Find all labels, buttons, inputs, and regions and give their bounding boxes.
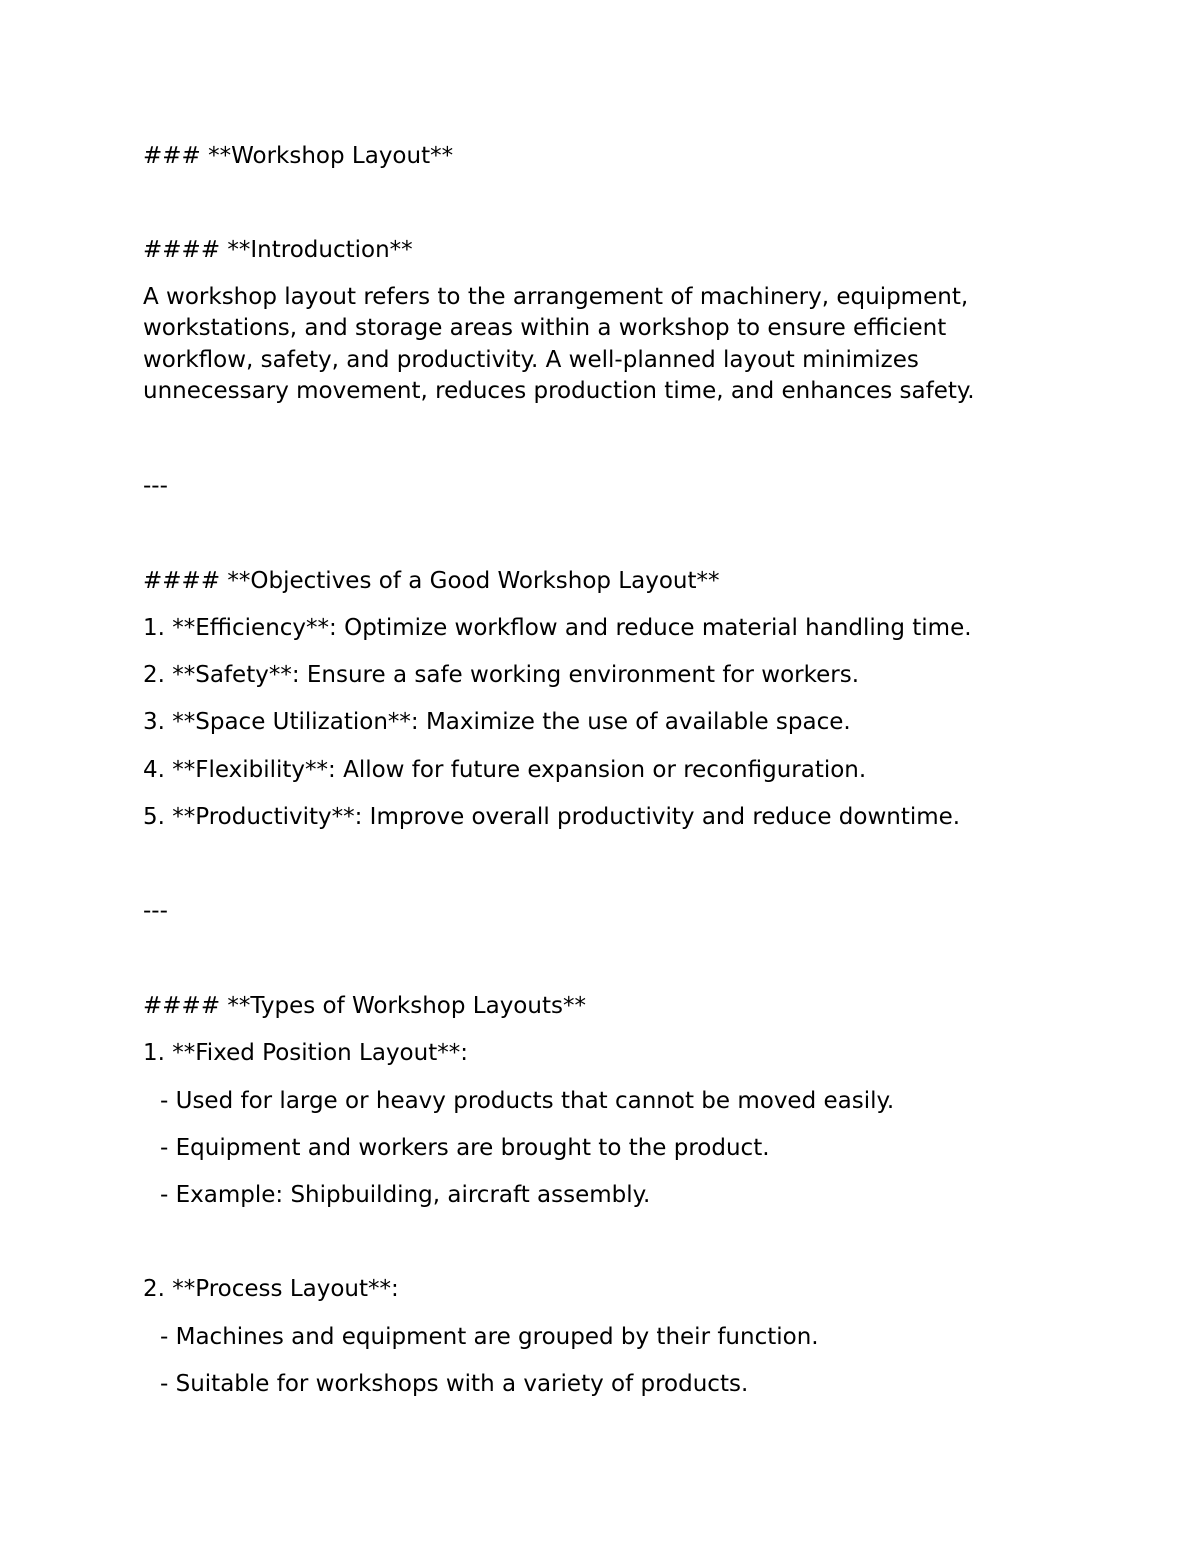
document-title: ### **Workshop Layout** (143, 143, 454, 169)
list-item: 3. **Space Utilization**: Maximize the use of available space. (143, 709, 851, 735)
section-separator: --- (143, 473, 168, 499)
list-item: 5. **Productivity**: Improve overall productivity and reduce downtime. (143, 804, 961, 830)
sub-list-item: - Used for large or heavy products that cannot be moved easily. (160, 1088, 895, 1114)
paragraph-line: workflow, safety, and productivity. A well-planned layout minimizes (143, 347, 919, 373)
section-separator: --- (143, 898, 168, 924)
objectives-heading: #### **Objectives of a Good Workshop Layout** (143, 568, 720, 594)
paragraph-line: unnecessary movement, reduces production time, and enhances safety. (143, 378, 975, 404)
introduction-heading: #### **Introduction** (143, 237, 413, 263)
sub-list-item: - Example: Shipbuilding, aircraft assembly. (160, 1182, 651, 1208)
list-item-title: 1. **Fixed Position Layout**: (143, 1040, 468, 1066)
sub-list-item: - Machines and equipment are grouped by their function. (160, 1324, 819, 1350)
paragraph-line: workstations, and storage areas within a workshop to ensure efficient (143, 315, 947, 341)
types-heading: #### **Types of Workshop Layouts** (143, 993, 586, 1019)
list-item-title: 2. **Process Layout**: (143, 1276, 399, 1302)
sub-list-item: - Suitable for workshops with a variety of products. (160, 1371, 749, 1397)
sub-list-item: - Equipment and workers are brought to the product. (160, 1135, 770, 1161)
list-item: 1. **Efficiency**: Optimize workflow and reduce material handling time. (143, 615, 972, 641)
list-item: 4. **Flexibility**: Allow for future expansion or reconfiguration. (143, 757, 867, 783)
paragraph-line: A workshop layout refers to the arrangement of machinery, equipment, (143, 284, 969, 310)
list-item: 2. **Safety**: Ensure a safe working environment for workers. (143, 662, 860, 688)
